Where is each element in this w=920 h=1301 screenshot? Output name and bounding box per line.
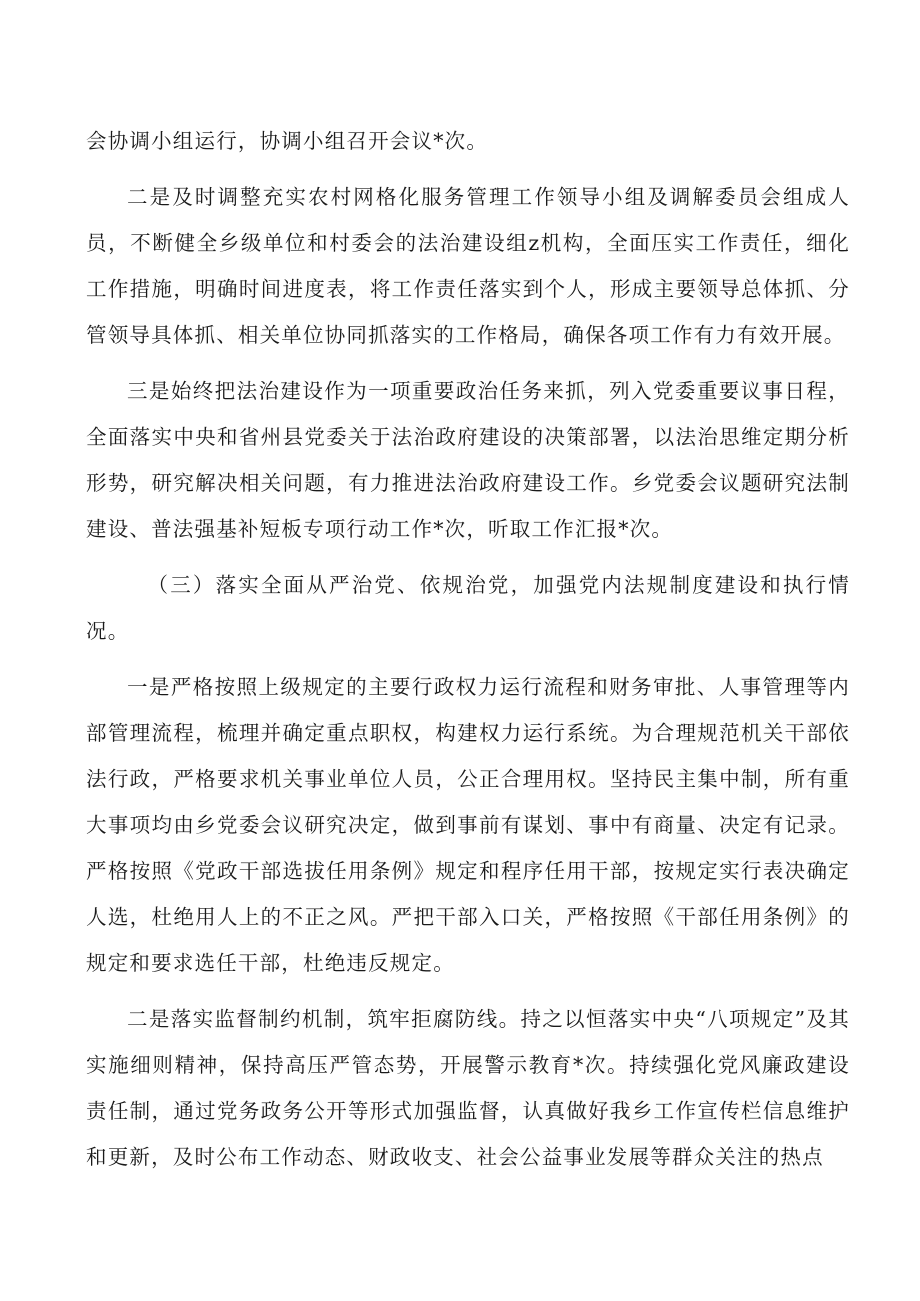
paragraph-item-one-power-process: 一是严格按照上级规定的主要行政权力运行流程和财务审批、人事管理等内部管理流程，梳理并确定重点职权，构建权力运行系统。为合理规范机关干部依法行政，严格要求机关事业单位人员，公正合理用权。坚持民主集中制，所有重大事项均由乡党委会议研究决定，做到事前有谋划、事中有商量、决定有记录。严格按照《党政干部选拔任用条例》规定和程序任用干部，按规定实行表决确定人选，杜绝用人上的不正之风。严把干部入口关，严格按照《干部任用条例》的规定和要求选任干部，杜绝违反规定。 (86, 675, 850, 975)
section-heading-three: （三）落实全面从严治党、依规治党，加强党内法规制度建设和执行情况。 (86, 573, 850, 643)
paragraph-item-two-leadership: 二是及时调整充实农村网格化服务管理工作领导小组及调解委员会组成人员，不断健全乡级单位和村委会的法治建设组z机构，全面压实工作责任，细化工作措施，明确时间进度表，将工作责任落实到个人，形成主要领导总体抓、分管领导具体抓、相关单位协同抓落实的工作格局，确保各项工作有力有效开展。 (86, 185, 850, 347)
document-body (86, 118, 850, 1180)
paragraph-item-three-rule-of-law: 三是始终把法治建设作为一项重要政治任务来抓，列入党委重要议事日程，全面落实中央和省州县党委关于法治政府建设的决策部署，以法治思维定期分析形势，研究解决相关问题，有力推进法治政府建设工作。乡党委会议题研究法制建设、普法强基补短板专项行动工作*次，听取工作汇报*次。 (86, 379, 850, 541)
paragraph-continuation: 会协调小组运行，协调小组召开会议*次。 (86, 129, 489, 153)
paragraph-item-two-supervision: 二是落实监督制约机制，筑牢拒腐防线。持之以恒落实中央“八项规定”及其实施细则精神，保持高压严管态势，开展警示教育*次。持续强化党风廉政建设责任制，通过党务政务公开等形式加强监督，认真做好我乡工作宣传栏信息维护和更新，及时公布工作动态、财政收支、社会公益事业发展等群众关注的热点 (86, 1007, 850, 1169)
